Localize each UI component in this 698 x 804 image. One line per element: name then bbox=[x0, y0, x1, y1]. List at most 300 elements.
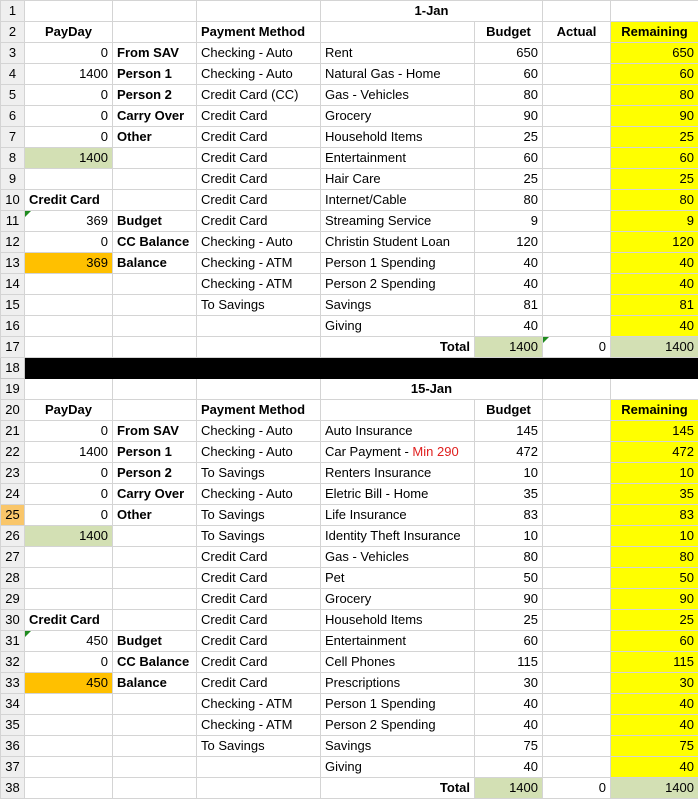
actual-value[interactable] bbox=[543, 85, 611, 106]
cell[interactable] bbox=[543, 400, 611, 421]
payment-method[interactable] bbox=[197, 757, 321, 778]
cell[interactable] bbox=[113, 757, 197, 778]
cell[interactable] bbox=[197, 1, 321, 22]
budget-value[interactable]: 40 bbox=[475, 757, 543, 778]
cell[interactable] bbox=[25, 169, 113, 190]
expense-name[interactable]: Gas - Vehicles bbox=[321, 85, 475, 106]
cell[interactable] bbox=[113, 400, 197, 421]
payment-method[interactable]: Credit Card bbox=[197, 589, 321, 610]
actual-value[interactable] bbox=[543, 484, 611, 505]
payday-amount[interactable]: 0 bbox=[25, 85, 113, 106]
row-header[interactable]: 37 bbox=[1, 757, 25, 778]
cell[interactable] bbox=[113, 295, 197, 316]
row-header[interactable]: 8 bbox=[1, 148, 25, 169]
row-header[interactable]: 38 bbox=[1, 778, 25, 799]
expense-name[interactable]: Giving bbox=[321, 757, 475, 778]
budget-value[interactable]: 25 bbox=[475, 169, 543, 190]
payday-header[interactable]: PayDay bbox=[25, 400, 113, 421]
expense-name[interactable]: Entertainment bbox=[321, 148, 475, 169]
total-label[interactable]: Total bbox=[321, 337, 475, 358]
row-header[interactable]: 24 bbox=[1, 484, 25, 505]
expense-name[interactable]: Renters Insurance bbox=[321, 463, 475, 484]
expense-name[interactable]: Savings bbox=[321, 295, 475, 316]
actual-value[interactable] bbox=[543, 169, 611, 190]
payment-method[interactable]: Credit Card bbox=[197, 547, 321, 568]
sheet-row bbox=[1, 295, 698, 316]
remaining-value[interactable]: 35 bbox=[611, 484, 698, 505]
expense-name[interactable]: Entertainment bbox=[321, 631, 475, 652]
actual-value[interactable] bbox=[543, 694, 611, 715]
row-header[interactable]: 36 bbox=[1, 736, 25, 757]
payment-method[interactable]: Credit Card bbox=[197, 106, 321, 127]
cell[interactable] bbox=[113, 379, 197, 400]
cell[interactable] bbox=[25, 778, 113, 799]
budget-value[interactable]: 40 bbox=[475, 274, 543, 295]
remaining-header[interactable]: Remaining bbox=[611, 400, 698, 421]
expense-name[interactable]: Grocery bbox=[321, 106, 475, 127]
payment-method[interactable]: Credit Card bbox=[197, 169, 321, 190]
remaining-value[interactable]: 145 bbox=[611, 421, 698, 442]
row-header[interactable]: 26 bbox=[1, 526, 25, 547]
actual-value[interactable] bbox=[543, 568, 611, 589]
row-header[interactable]: 32 bbox=[1, 652, 25, 673]
payment-method[interactable]: To Savings bbox=[197, 526, 321, 547]
budget-value[interactable]: 115 bbox=[475, 652, 543, 673]
budget-value[interactable]: 40 bbox=[475, 316, 543, 337]
remaining-value[interactable]: 80 bbox=[611, 547, 698, 568]
cell[interactable] bbox=[25, 295, 113, 316]
budget-value[interactable]: 60 bbox=[475, 631, 543, 652]
budget-value[interactable]: 10 bbox=[475, 526, 543, 547]
payday-amount[interactable]: 0 bbox=[25, 484, 113, 505]
payment-method[interactable]: Checking - Auto bbox=[197, 232, 321, 253]
expense-name[interactable]: Cell Phones bbox=[321, 652, 475, 673]
cell[interactable] bbox=[25, 1, 113, 22]
cell[interactable] bbox=[113, 190, 197, 211]
expense-name[interactable]: Household Items bbox=[321, 610, 475, 631]
cell[interactable] bbox=[113, 589, 197, 610]
payment-method[interactable]: Checking - Auto bbox=[197, 484, 321, 505]
payday-total[interactable]: 1400 bbox=[25, 526, 113, 547]
expense-name[interactable]: Identity Theft Insurance bbox=[321, 526, 475, 547]
cell[interactable] bbox=[25, 694, 113, 715]
budget-value[interactable]: 650 bbox=[475, 43, 543, 64]
payday-label[interactable]: Carry Over bbox=[113, 106, 197, 127]
remaining-value[interactable]: 40 bbox=[611, 694, 698, 715]
cell[interactable] bbox=[113, 337, 197, 358]
remaining-value[interactable]: 83 bbox=[611, 505, 698, 526]
total-remaining[interactable]: 1400 bbox=[611, 337, 698, 358]
sheet-row bbox=[1, 484, 698, 505]
row-header[interactable]: 19 bbox=[1, 379, 25, 400]
budget-value[interactable]: 80 bbox=[475, 547, 543, 568]
payday-amount[interactable]: 1400 bbox=[25, 64, 113, 85]
remaining-value[interactable]: 75 bbox=[611, 736, 698, 757]
budget-header[interactable]: Budget bbox=[475, 22, 543, 43]
remaining-value[interactable]: 40 bbox=[611, 715, 698, 736]
remaining-value[interactable]: 60 bbox=[611, 64, 698, 85]
payment-method[interactable]: Checking - ATM bbox=[197, 715, 321, 736]
remaining-value[interactable]: 10 bbox=[611, 463, 698, 484]
remaining-value[interactable]: 472 bbox=[611, 442, 698, 463]
row-header[interactable]: 20 bbox=[1, 400, 25, 421]
expense-name[interactable]: Grocery bbox=[321, 589, 475, 610]
actual-value[interactable] bbox=[543, 64, 611, 85]
total-budget[interactable]: 1400 bbox=[475, 778, 543, 799]
payment-method[interactable]: Credit Card bbox=[197, 673, 321, 694]
row-header[interactable]: 4 bbox=[1, 64, 25, 85]
row-header[interactable]: 33 bbox=[1, 673, 25, 694]
cc-amount[interactable]: 450 bbox=[25, 631, 113, 652]
cell[interactable] bbox=[197, 778, 321, 799]
cell[interactable] bbox=[543, 379, 611, 400]
actual-value[interactable] bbox=[543, 190, 611, 211]
expense-name[interactable]: Person 2 Spending bbox=[321, 715, 475, 736]
payday-amount[interactable]: 0 bbox=[25, 505, 113, 526]
cell[interactable] bbox=[113, 316, 197, 337]
actual-value[interactable] bbox=[543, 547, 611, 568]
budget-value[interactable]: 40 bbox=[475, 694, 543, 715]
payday-label[interactable]: Carry Over bbox=[113, 484, 197, 505]
payday-amount[interactable]: 0 bbox=[25, 43, 113, 64]
credit-card-header[interactable]: Credit Card bbox=[25, 190, 113, 211]
row-header[interactable]: 11 bbox=[1, 211, 25, 232]
payment-method[interactable]: Checking - Auto bbox=[197, 442, 321, 463]
cell[interactable] bbox=[321, 22, 475, 43]
expense-name[interactable]: Person 2 Spending bbox=[321, 274, 475, 295]
budget-value[interactable]: 80 bbox=[475, 85, 543, 106]
total-remaining[interactable]: 1400 bbox=[611, 778, 698, 799]
expense-name[interactable] bbox=[321, 442, 475, 463]
cell[interactable] bbox=[113, 169, 197, 190]
remaining-value[interactable]: 9 bbox=[611, 211, 698, 232]
credit-card-header[interactable]: Credit Card bbox=[25, 610, 113, 631]
payment-method[interactable]: Checking - ATM bbox=[197, 694, 321, 715]
row-header-selected[interactable]: 25 bbox=[1, 505, 25, 526]
payday-amount[interactable]: 0 bbox=[25, 463, 113, 484]
actual-value[interactable] bbox=[543, 673, 611, 694]
payday-label[interactable]: Person 2 bbox=[113, 463, 197, 484]
total-budget[interactable]: 1400 bbox=[475, 337, 543, 358]
cell[interactable] bbox=[25, 316, 113, 337]
actual-value[interactable] bbox=[543, 526, 611, 547]
cell[interactable] bbox=[113, 274, 197, 295]
row-header[interactable]: 35 bbox=[1, 715, 25, 736]
cell[interactable] bbox=[321, 400, 475, 421]
expense-name[interactable]: Natural Gas - Home bbox=[321, 64, 475, 85]
remaining-value[interactable]: 60 bbox=[611, 631, 698, 652]
section-date[interactable]: 1-Jan bbox=[321, 1, 543, 22]
actual-value[interactable] bbox=[543, 736, 611, 757]
payment-method[interactable]: Credit Card bbox=[197, 610, 321, 631]
payment-method[interactable]: Credit Card bbox=[197, 211, 321, 232]
payday-label[interactable]: Person 2 bbox=[113, 85, 197, 106]
actual-value[interactable] bbox=[543, 211, 611, 232]
remaining-value[interactable]: 40 bbox=[611, 316, 698, 337]
actual-value[interactable] bbox=[543, 652, 611, 673]
expense-name[interactable]: Pet bbox=[321, 568, 475, 589]
budget-value[interactable]: 120 bbox=[475, 232, 543, 253]
cell[interactable] bbox=[113, 148, 197, 169]
payment-method-header[interactable]: Payment Method bbox=[197, 22, 321, 43]
budget-value[interactable]: 30 bbox=[475, 673, 543, 694]
cc-label[interactable]: CC Balance bbox=[113, 652, 197, 673]
payment-method-header[interactable]: Payment Method bbox=[197, 400, 321, 421]
row-header[interactable]: 1 bbox=[1, 1, 25, 22]
actual-value[interactable] bbox=[543, 505, 611, 526]
cell[interactable] bbox=[611, 1, 698, 22]
actual-value[interactable] bbox=[543, 232, 611, 253]
row-header[interactable]: 21 bbox=[1, 421, 25, 442]
row-header[interactable]: 30 bbox=[1, 610, 25, 631]
payment-method[interactable]: Credit Card bbox=[197, 568, 321, 589]
payment-method[interactable]: To Savings bbox=[197, 295, 321, 316]
cell[interactable] bbox=[25, 274, 113, 295]
remaining-value[interactable]: 25 bbox=[611, 127, 698, 148]
expense-name[interactable]: Savings bbox=[321, 736, 475, 757]
row-header[interactable]: 17 bbox=[1, 337, 25, 358]
budget-value[interactable]: 40 bbox=[475, 253, 543, 274]
total-label[interactable]: Total bbox=[321, 778, 475, 799]
row-header[interactable]: 22 bbox=[1, 442, 25, 463]
actual-value[interactable] bbox=[543, 295, 611, 316]
cell[interactable] bbox=[113, 547, 197, 568]
cell[interactable] bbox=[543, 1, 611, 22]
budget-value[interactable]: 83 bbox=[475, 505, 543, 526]
actual-value[interactable] bbox=[543, 274, 611, 295]
cell[interactable] bbox=[113, 736, 197, 757]
cell[interactable] bbox=[113, 568, 197, 589]
remaining-value[interactable]: 10 bbox=[611, 526, 698, 547]
remaining-value[interactable]: 80 bbox=[611, 85, 698, 106]
actual-value[interactable] bbox=[543, 253, 611, 274]
expense-name[interactable]: Rent bbox=[321, 43, 475, 64]
remaining-value[interactable]: 120 bbox=[611, 232, 698, 253]
budget-value[interactable]: 10 bbox=[475, 463, 543, 484]
budget-value[interactable]: 9 bbox=[475, 211, 543, 232]
budget-header[interactable]: Budget bbox=[475, 400, 543, 421]
remaining-value[interactable]: 40 bbox=[611, 253, 698, 274]
remaining-value[interactable]: 90 bbox=[611, 106, 698, 127]
cell[interactable] bbox=[25, 337, 113, 358]
budget-value[interactable]: 35 bbox=[475, 484, 543, 505]
expense-name[interactable]: Person 1 Spending bbox=[321, 694, 475, 715]
expense-name[interactable]: Hair Care bbox=[321, 169, 475, 190]
actual-value[interactable] bbox=[543, 421, 611, 442]
cell[interactable] bbox=[25, 547, 113, 568]
payday-amount[interactable]: 0 bbox=[25, 106, 113, 127]
cell[interactable] bbox=[25, 589, 113, 610]
total-actual[interactable]: 0 bbox=[543, 337, 611, 358]
budget-value[interactable]: 472 bbox=[475, 442, 543, 463]
row-header[interactable]: 6 bbox=[1, 106, 25, 127]
cc-balance-amount[interactable]: 450 bbox=[25, 673, 113, 694]
payment-method[interactable]: Credit Card bbox=[197, 190, 321, 211]
remaining-value[interactable]: 50 bbox=[611, 568, 698, 589]
row-header[interactable]: 29 bbox=[1, 589, 25, 610]
payday-amount[interactable]: 0 bbox=[25, 421, 113, 442]
remaining-value[interactable]: 30 bbox=[611, 673, 698, 694]
row-header[interactable]: 14 bbox=[1, 274, 25, 295]
cc-amount[interactable]: 369 bbox=[25, 211, 113, 232]
cell[interactable] bbox=[25, 715, 113, 736]
actual-value[interactable] bbox=[543, 106, 611, 127]
cc-label[interactable]: Budget bbox=[113, 211, 197, 232]
actual-value[interactable] bbox=[543, 757, 611, 778]
budget-value[interactable]: 50 bbox=[475, 568, 543, 589]
budget-value[interactable]: 81 bbox=[475, 295, 543, 316]
expense-name[interactable]: Person 1 Spending bbox=[321, 253, 475, 274]
payment-method[interactable]: To Savings bbox=[197, 463, 321, 484]
payday-label[interactable]: Person 1 bbox=[113, 442, 197, 463]
cell[interactable] bbox=[113, 526, 197, 547]
actual-value[interactable] bbox=[543, 463, 611, 484]
budget-value[interactable]: 25 bbox=[475, 127, 543, 148]
payday-header[interactable]: PayDay bbox=[25, 22, 113, 43]
budget-value[interactable]: 75 bbox=[475, 736, 543, 757]
payday-amount[interactable]: 1400 bbox=[25, 442, 113, 463]
cell[interactable] bbox=[113, 694, 197, 715]
budget-value[interactable]: 90 bbox=[475, 589, 543, 610]
payment-method[interactable]: Credit Card bbox=[197, 148, 321, 169]
payment-method[interactable]: Checking - ATM bbox=[197, 253, 321, 274]
sheet-row bbox=[1, 43, 698, 64]
actual-value[interactable] bbox=[543, 442, 611, 463]
row-header[interactable]: 31 bbox=[1, 631, 25, 652]
payday-label[interactable]: From SAV bbox=[113, 43, 197, 64]
cell[interactable] bbox=[113, 778, 197, 799]
row-header[interactable]: 16 bbox=[1, 316, 25, 337]
remaining-value[interactable]: 81 bbox=[611, 295, 698, 316]
actual-value[interactable] bbox=[543, 610, 611, 631]
cell[interactable] bbox=[25, 568, 113, 589]
cell[interactable] bbox=[113, 22, 197, 43]
actual-value[interactable] bbox=[543, 148, 611, 169]
payment-method[interactable]: Credit Card bbox=[197, 631, 321, 652]
payday-label[interactable]: Other bbox=[113, 127, 197, 148]
budget-value[interactable]: 90 bbox=[475, 106, 543, 127]
expense-name[interactable]: Internet/Cable bbox=[321, 190, 475, 211]
expense-name[interactable]: Life Insurance bbox=[321, 505, 475, 526]
cc-label[interactable]: CC Balance bbox=[113, 232, 197, 253]
expense-name[interactable]: Giving bbox=[321, 316, 475, 337]
payment-method[interactable]: To Savings bbox=[197, 736, 321, 757]
cc-amount[interactable]: 0 bbox=[25, 232, 113, 253]
row-header[interactable]: 9 bbox=[1, 169, 25, 190]
cc-label[interactable]: Balance bbox=[113, 253, 197, 274]
remaining-value[interactable]: 115 bbox=[611, 652, 698, 673]
cell[interactable] bbox=[25, 379, 113, 400]
actual-value[interactable] bbox=[543, 316, 611, 337]
cc-balance-amount[interactable]: 369 bbox=[25, 253, 113, 274]
expense-name[interactable]: Eletric Bill - Home bbox=[321, 484, 475, 505]
row-header[interactable]: 2 bbox=[1, 22, 25, 43]
payday-label[interactable]: Person 1 bbox=[113, 64, 197, 85]
row-header[interactable]: 5 bbox=[1, 85, 25, 106]
row-header[interactable]: 28 bbox=[1, 568, 25, 589]
row-header[interactable]: 27 bbox=[1, 547, 25, 568]
payday-total[interactable]: 1400 bbox=[25, 148, 113, 169]
row-header[interactable]: 3 bbox=[1, 43, 25, 64]
sheet-row bbox=[1, 190, 698, 211]
remaining-header[interactable]: Remaining bbox=[611, 22, 698, 43]
budget-value[interactable]: 80 bbox=[475, 190, 543, 211]
total-actual[interactable]: 0 bbox=[543, 778, 611, 799]
budget-value[interactable]: 60 bbox=[475, 64, 543, 85]
payment-method[interactable]: Checking - Auto bbox=[197, 64, 321, 85]
payment-method[interactable]: Checking - Auto bbox=[197, 421, 321, 442]
remaining-value[interactable]: 650 bbox=[611, 43, 698, 64]
cell[interactable] bbox=[25, 757, 113, 778]
row-header[interactable]: 10 bbox=[1, 190, 25, 211]
actual-value[interactable] bbox=[543, 43, 611, 64]
expense-name[interactable]: Christin Student Loan bbox=[321, 232, 475, 253]
remaining-value[interactable]: 40 bbox=[611, 274, 698, 295]
payment-method[interactable]: Checking - Auto bbox=[197, 43, 321, 64]
payment-method[interactable]: Credit Card bbox=[197, 127, 321, 148]
row-header[interactable]: 7 bbox=[1, 127, 25, 148]
payment-method[interactable]: Credit Card (CC) bbox=[197, 85, 321, 106]
expense-name[interactable]: Streaming Service bbox=[321, 211, 475, 232]
payment-method[interactable]: Checking - ATM bbox=[197, 274, 321, 295]
row-header[interactable]: 12 bbox=[1, 232, 25, 253]
row-header[interactable]: 23 bbox=[1, 463, 25, 484]
actual-header[interactable]: Actual bbox=[543, 22, 611, 43]
actual-value[interactable] bbox=[543, 589, 611, 610]
cc-label[interactable]: Budget bbox=[113, 631, 197, 652]
cell[interactable] bbox=[197, 379, 321, 400]
cell[interactable] bbox=[25, 736, 113, 757]
remaining-value[interactable]: 60 bbox=[611, 148, 698, 169]
payment-method[interactable] bbox=[197, 316, 321, 337]
payday-label[interactable]: Other bbox=[113, 505, 197, 526]
actual-value[interactable] bbox=[543, 715, 611, 736]
expense-name[interactable]: Gas - Vehicles bbox=[321, 547, 475, 568]
actual-value[interactable] bbox=[543, 631, 611, 652]
expense-name[interactable]: Household Items bbox=[321, 127, 475, 148]
remaining-value[interactable]: 25 bbox=[611, 610, 698, 631]
payment-method[interactable]: To Savings bbox=[197, 505, 321, 526]
row-header[interactable]: 13 bbox=[1, 253, 25, 274]
payday-amount[interactable]: 0 bbox=[25, 127, 113, 148]
expense-name[interactable]: Auto Insurance bbox=[321, 421, 475, 442]
cell[interactable] bbox=[197, 337, 321, 358]
row-header[interactable]: 34 bbox=[1, 694, 25, 715]
budget-value[interactable]: 40 bbox=[475, 715, 543, 736]
budget-value[interactable]: 60 bbox=[475, 148, 543, 169]
remaining-value[interactable]: 25 bbox=[611, 169, 698, 190]
cc-amount[interactable]: 0 bbox=[25, 652, 113, 673]
section-date[interactable]: 15-Jan bbox=[321, 379, 543, 400]
sheet-row bbox=[1, 232, 698, 253]
remaining-value[interactable]: 40 bbox=[611, 757, 698, 778]
cell[interactable] bbox=[113, 715, 197, 736]
remaining-value[interactable]: 80 bbox=[611, 190, 698, 211]
row-header[interactable]: 18 bbox=[1, 358, 25, 379]
cell[interactable] bbox=[113, 610, 197, 631]
expense-name[interactable]: Prescriptions bbox=[321, 673, 475, 694]
payment-method[interactable]: Credit Card bbox=[197, 652, 321, 673]
row-header[interactable]: 15 bbox=[1, 295, 25, 316]
cell[interactable] bbox=[113, 1, 197, 22]
actual-value[interactable] bbox=[543, 127, 611, 148]
budget-value[interactable]: 25 bbox=[475, 610, 543, 631]
cc-label[interactable]: Balance bbox=[113, 673, 197, 694]
remaining-value[interactable]: 90 bbox=[611, 589, 698, 610]
payday-label[interactable]: From SAV bbox=[113, 421, 197, 442]
cell[interactable] bbox=[611, 379, 698, 400]
budget-value[interactable]: 145 bbox=[475, 421, 543, 442]
